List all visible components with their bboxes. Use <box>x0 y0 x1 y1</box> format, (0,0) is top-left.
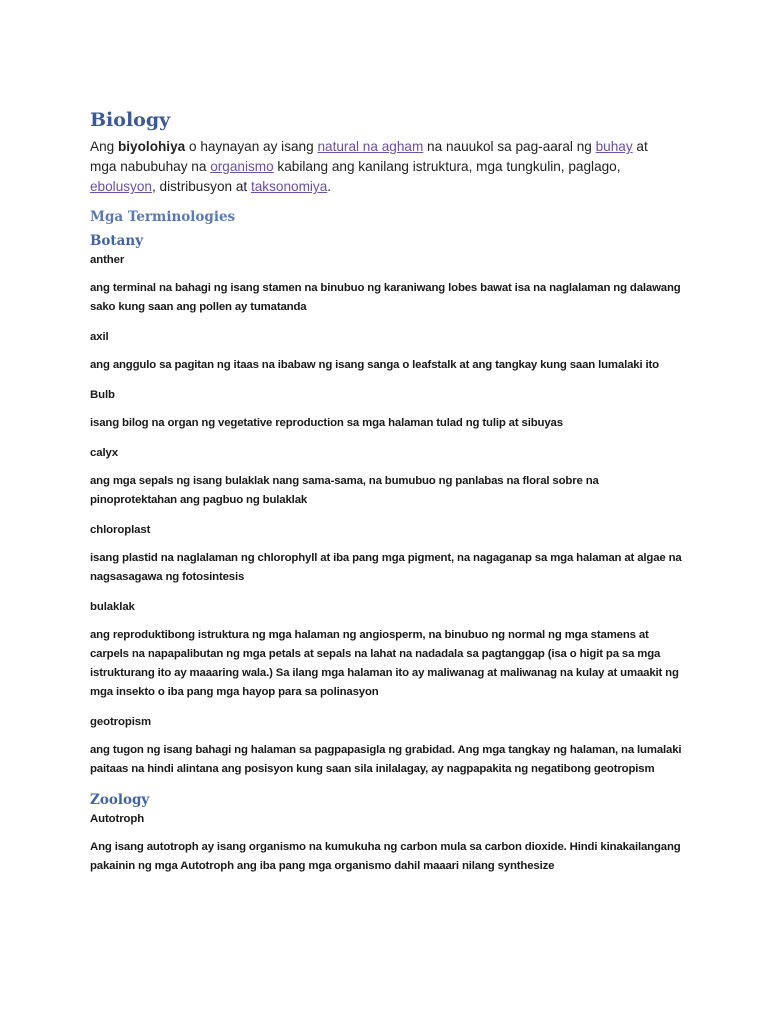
page-title: Biology <box>90 109 171 131</box>
intro-text: , distribusyon at <box>151 179 251 194</box>
intro-text: kabilang ang kanilang istruktura, mga tungkulin, paglago, <box>273 159 621 174</box>
link-natural-na-agham[interactable]: natural na agham <box>317 139 424 154</box>
term: chloroplast <box>90 524 151 536</box>
definition: ang terminal na bahagi ng isang stamen na binubuo ng karaniwang lobes bawat isa na naglalaman ng dalawang sako kung saan ang pollen ay tumatanda <box>90 282 681 313</box>
term: anther <box>90 254 125 266</box>
definition: ang reproduktibong istruktura ng mga halaman ng angiosperm, na binubuo ng normal ng mga stamens at carpels na napapalibutan ng mga petals at sepals na lahat na nadadala sa pagtanggap (isa o higit pa sa mga istrukturang ito ay maaaring wala.) Sa ilang mga halaman ito ay maliwanag at maliwanag na kulay at umaakit ng mga insekto o iba pang mga hayop para sa polinasyon <box>90 629 679 698</box>
zoology-heading: Zoology <box>90 792 150 808</box>
term: Autotroph <box>90 813 145 825</box>
link-organismo[interactable]: organismo <box>210 159 274 174</box>
intro-paragraph <box>90 137 670 197</box>
definition: isang plastid na naglalaman ng chlorophyll at iba pang mga pigment, na nagaganap sa mga halaman at algae na nagsasagawa ng fotosintesis <box>90 552 682 583</box>
section-heading: Mga Terminologies <box>90 209 236 225</box>
term: axil <box>90 331 109 343</box>
term: bulaklak <box>90 601 135 613</box>
definition: Ang isang autotroph ay isang organismo na kumukuha ng carbon mula sa carbon dioxide. Hindi kinakailangang pakainin ng mga Autotroph ang iba pang mga organismo dahil maaari nilang synthesize <box>90 841 681 872</box>
intro-text: Ang <box>90 139 118 154</box>
term: geotropism <box>90 716 152 728</box>
intro-text: . <box>327 179 332 194</box>
definition: isang bilog na organ ng vegetative reproduction sa mga halaman tulad ng tulip at sibuyas <box>90 417 563 429</box>
link-ebolusyon[interactable]: ebolusyon <box>90 179 152 194</box>
intro-bold-term: biyolohiya <box>117 139 186 154</box>
intro-text: at mga nabubuhay na <box>90 139 648 174</box>
link-buhay[interactable]: buhay <box>595 139 633 154</box>
definition: ang anggulo sa pagitan ng itaas na ibabaw ng isang sanga o leafstalk at ang tangkay kung saan lumalaki ito <box>90 359 659 371</box>
botany-entries <box>90 251 690 779</box>
zoology-entries <box>90 810 690 876</box>
intro-text: na nauukol sa pag-aaral ng <box>423 139 596 154</box>
botany-heading: Botany <box>90 233 144 249</box>
definition: ang mga sepals ng isang bulaklak nang sama-sama, na bumubuo ng panlabas na floral sobre na pinoprotektahan ang pagbuo ng bulaklak <box>90 475 599 506</box>
term: Bulb <box>90 389 115 401</box>
definition: ang tugon ng isang bahagi ng halaman sa pagpapasigla ng grabidad. Ang mga tangkay ng halaman, na lumalaki paitaas na hindi alintana ang posisyon kung saan sila inilalagay, ay nagpapakita ng negatibong geotropism <box>90 744 682 775</box>
document-page <box>90 108 690 887</box>
link-taksonomiya[interactable]: taksonomiya <box>250 179 328 194</box>
term: calyx <box>90 447 119 459</box>
intro-text: o haynayan ay isang <box>185 139 318 154</box>
